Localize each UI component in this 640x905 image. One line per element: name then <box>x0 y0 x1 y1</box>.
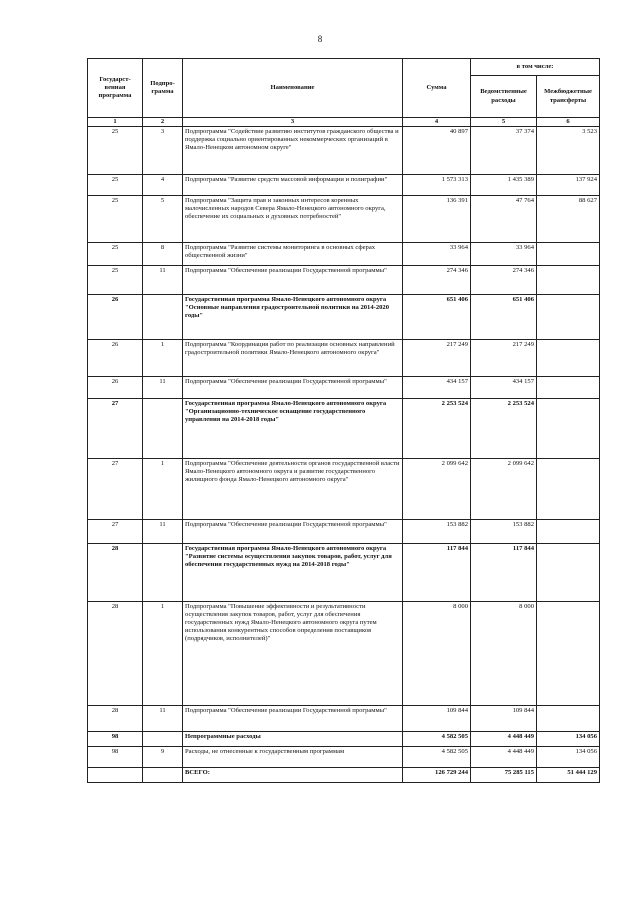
program-number-cell: 25 <box>88 196 143 243</box>
departmental-cell: 274 346 <box>471 266 537 295</box>
sum-cell: 274 346 <box>403 266 471 295</box>
departmental-cell: 153 882 <box>471 520 537 544</box>
departmental-cell: 117 844 <box>471 544 537 602</box>
header-transfers: Межбюджетные трансферты <box>537 76 600 118</box>
table-row <box>88 732 600 747</box>
transfers-cell: 137 924 <box>537 175 600 196</box>
subprogram-number-cell <box>143 732 183 747</box>
program-number-cell: 25 <box>88 266 143 295</box>
sum-cell: 434 157 <box>403 377 471 399</box>
sum-cell: 109 844 <box>403 706 471 732</box>
program-number-cell: 27 <box>88 399 143 459</box>
name-cell: Подпрограмма "Повышение эффективности и результативности осуществления закупок товаров, работ, услуг для обеспечения государственных нужд Ямало-Ненецкого автономного округа путем использования конкурентных способов определения поставщиков (подрядчиков, исполнителей)" <box>183 602 403 706</box>
program-number-cell: 26 <box>88 377 143 399</box>
name-cell: Подпрограмма "Содействие развитию институтов гражданского общества и поддержка социально ориентированных некоммерческих организаций в Ямало-Ненецком автономном округе" <box>183 127 403 175</box>
program-number-cell: 27 <box>88 459 143 520</box>
program-number-cell: 25 <box>88 127 143 175</box>
sum-cell: 1 573 313 <box>403 175 471 196</box>
departmental-cell: 37 374 <box>471 127 537 175</box>
program-number-cell: 26 <box>88 295 143 340</box>
program-number-cell: 98 <box>88 747 143 768</box>
table-row <box>88 175 600 196</box>
table-row <box>88 266 600 295</box>
table-row <box>88 768 600 783</box>
transfers-cell <box>537 399 600 459</box>
subprogram-number-cell: 9 <box>143 747 183 768</box>
sum-cell: 651 406 <box>403 295 471 340</box>
header-sum: Сумма <box>403 59 471 118</box>
departmental-cell: 434 157 <box>471 377 537 399</box>
name-cell: Подпрограмма "Обеспечение реализации Государственной программы" <box>183 266 403 295</box>
sum-cell: 126 729 244 <box>403 768 471 783</box>
program-number-cell: 28 <box>88 544 143 602</box>
transfers-cell <box>537 520 600 544</box>
transfers-cell: 88 627 <box>537 196 600 243</box>
departmental-cell: 2 099 642 <box>471 459 537 520</box>
transfers-cell <box>537 243 600 266</box>
subprogram-number-cell <box>143 399 183 459</box>
table-row <box>88 127 600 175</box>
name-cell: Подпрограмма "Развитие системы мониторинга в основных сферах общественной жизни" <box>183 243 403 266</box>
name-cell: Расходы, не отнесенные к государственным программам <box>183 747 403 768</box>
name-cell: Государственная программа Ямало-Ненецкого автономного округа "Организационно-техническое оснащение государственного управления на 2014-2018 годы" <box>183 399 403 459</box>
sum-cell: 40 897 <box>403 127 471 175</box>
departmental-cell: 2 253 524 <box>471 399 537 459</box>
program-number-cell: 98 <box>88 732 143 747</box>
table-row <box>88 243 600 266</box>
program-number-cell: 28 <box>88 706 143 732</box>
departmental-cell: 4 448 449 <box>471 747 537 768</box>
sum-cell: 136 391 <box>403 196 471 243</box>
program-number-cell <box>88 768 143 783</box>
table-row <box>88 544 600 602</box>
departmental-cell: 8 000 <box>471 602 537 706</box>
table-row <box>88 706 600 732</box>
header-departmental: Ведомственные расходы <box>471 76 537 118</box>
program-number-cell: 25 <box>88 175 143 196</box>
departmental-cell: 4 448 449 <box>471 732 537 747</box>
subprogram-number-cell: 11 <box>143 266 183 295</box>
departmental-cell: 651 406 <box>471 295 537 340</box>
subprogram-number-cell: 11 <box>143 377 183 399</box>
transfers-cell: 134 056 <box>537 747 600 768</box>
column-number: 2 <box>143 118 183 127</box>
name-cell: Подпрограмма "Защита прав и законных интересов коренных малочисленных народов Севера Ямало-Ненецкого автономного округа, обеспечение их социальных и духовных потребностей" <box>183 196 403 243</box>
table-row <box>88 602 600 706</box>
subprogram-number-cell: 3 <box>143 127 183 175</box>
header-including: в том числе: <box>471 59 600 76</box>
transfers-cell <box>537 340 600 377</box>
header-program: Государст-венная программа <box>88 59 143 118</box>
transfers-cell: 134 056 <box>537 732 600 747</box>
column-numbers-row <box>88 118 600 127</box>
subprogram-number-cell <box>143 544 183 602</box>
departmental-cell: 47 764 <box>471 196 537 243</box>
column-number: 6 <box>537 118 600 127</box>
departmental-cell: 109 844 <box>471 706 537 732</box>
header-subprogram: Подпро-грамма <box>143 59 183 118</box>
transfers-cell <box>537 459 600 520</box>
transfers-cell <box>537 706 600 732</box>
column-number: 4 <box>403 118 471 127</box>
transfers-cell <box>537 602 600 706</box>
sum-cell: 4 582 505 <box>403 732 471 747</box>
sum-cell: 8 000 <box>403 602 471 706</box>
subprogram-number-cell: 4 <box>143 175 183 196</box>
subprogram-number-cell: 1 <box>143 340 183 377</box>
name-cell: ВСЕГО: <box>183 768 403 783</box>
name-cell: Подпрограмма "Обеспечение реализации Государственной программы" <box>183 377 403 399</box>
subprogram-number-cell <box>143 768 183 783</box>
name-cell: Подпрограмма "Обеспечение деятельности органов государственной власти Ямало-Ненецкого автономного округа и развитие государственного жилищного фонда Ямало-Ненецкого автономного округа" <box>183 459 403 520</box>
program-number-cell: 26 <box>88 340 143 377</box>
table-row <box>88 340 600 377</box>
departmental-cell: 33 964 <box>471 243 537 266</box>
subprogram-number-cell: 11 <box>143 520 183 544</box>
transfers-cell <box>537 295 600 340</box>
program-number-cell: 27 <box>88 520 143 544</box>
transfers-cell <box>537 377 600 399</box>
departmental-cell: 75 285 115 <box>471 768 537 783</box>
sum-cell: 153 882 <box>403 520 471 544</box>
name-cell: Государственная программа Ямало-Ненецкого автономного округа "Развитие системы осуществления закупок товаров, работ, услуг для обеспечения государственных нужд на 2014-2018 годы" <box>183 544 403 602</box>
sum-cell: 2 099 642 <box>403 459 471 520</box>
sum-cell: 117 844 <box>403 544 471 602</box>
departmental-cell: 217 249 <box>471 340 537 377</box>
column-number: 1 <box>88 118 143 127</box>
subprogram-number-cell: 8 <box>143 243 183 266</box>
table-row <box>88 377 600 399</box>
sum-cell: 217 249 <box>403 340 471 377</box>
transfers-cell: 51 444 129 <box>537 768 600 783</box>
sum-cell: 4 582 505 <box>403 747 471 768</box>
table-row <box>88 520 600 544</box>
name-cell: Подпрограмма "Развитие средств массовой информации и полиграфии" <box>183 175 403 196</box>
column-number: 5 <box>471 118 537 127</box>
table-row <box>88 295 600 340</box>
transfers-cell <box>537 544 600 602</box>
program-number-cell: 28 <box>88 602 143 706</box>
program-number-cell: 25 <box>88 243 143 266</box>
subprogram-number-cell: 5 <box>143 196 183 243</box>
table-row <box>88 747 600 768</box>
table-row <box>88 196 600 243</box>
budget-table <box>87 58 600 783</box>
table-row <box>88 459 600 520</box>
table-row <box>88 399 600 459</box>
sum-cell: 2 253 524 <box>403 399 471 459</box>
departmental-cell: 1 435 389 <box>471 175 537 196</box>
subprogram-number-cell: 1 <box>143 602 183 706</box>
subprogram-number-cell <box>143 295 183 340</box>
header-name: Наименование <box>183 59 403 118</box>
name-cell: Государственная программа Ямало-Ненецкого автономного округа "Основные направления градостроительной политики на 2014-2020 годы" <box>183 295 403 340</box>
subprogram-number-cell: 11 <box>143 706 183 732</box>
name-cell: Подпрограмма "Обеспечение реализации Государственной программы" <box>183 520 403 544</box>
name-cell: Подпрограмма "Координация работ по реализации основных направлений градостроительной политики Ямало-Ненецкого автономного округа" <box>183 340 403 377</box>
name-cell: Подпрограмма "Обеспечение реализации Государственной программы" <box>183 706 403 732</box>
sum-cell: 33 964 <box>403 243 471 266</box>
transfers-cell: 3 523 <box>537 127 600 175</box>
column-number: 3 <box>183 118 403 127</box>
page-number: 8 <box>317 34 323 44</box>
transfers-cell <box>537 266 600 295</box>
name-cell: Непрограммные расходы <box>183 732 403 747</box>
subprogram-number-cell: 1 <box>143 459 183 520</box>
